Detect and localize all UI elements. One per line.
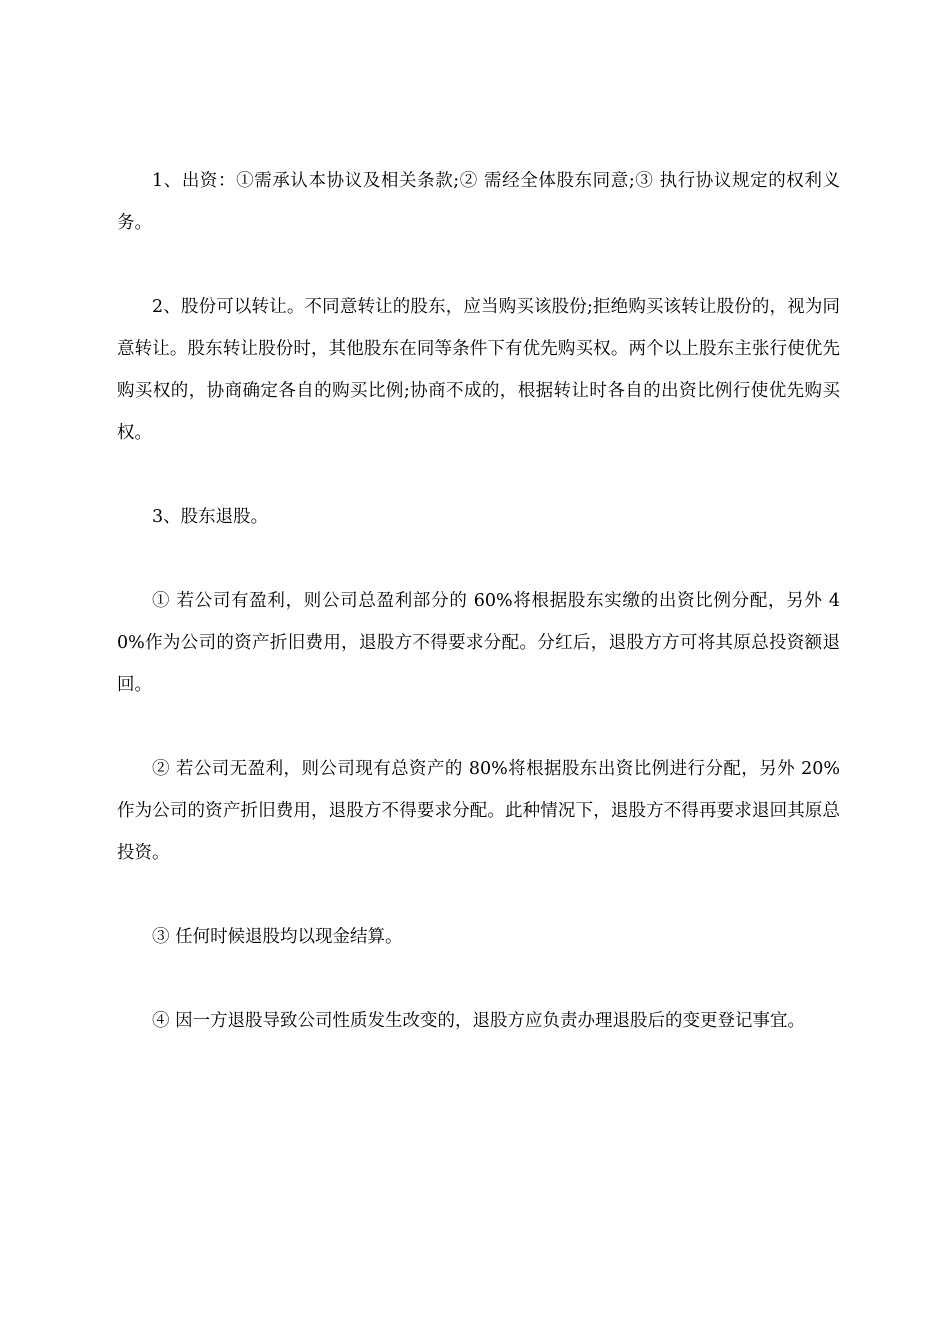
clause-withdrawal-heading: 3、股东退股。 (152, 507, 269, 527)
clause-capital-contribution: 1、出资：①需承认本协议及相关条款;② 需经全体股东同意;③ 执行协议规定的权利义务。 (117, 171, 840, 233)
clause-withdrawal-cash: ③ 任何时候退股均以现金结算。 (152, 927, 403, 947)
clause-withdrawal-registration: ④ 因一方退股导致公司性质发生改变的，退股方应负责办理退股后的变更登记事宜。 (152, 1011, 806, 1031)
clause-withdrawal-no-profit: ② 若公司无盈利，则公司现有总资产的 80%将根据股东出资比例进行分配，另外 20%作为公司的资产折旧费用，退股方不得要求分配。此种情况下，退股方不得再要求退回其原总投资。 (117, 759, 840, 863)
clause-withdrawal-profit: ① 若公司有盈利，则公司总盈利部分的 60%将根据股东实缴的出资比例分配，另外 40%作为公司的资产折旧费用，退股方不得要求分配。分红后，退股方方可将其原总投资额退回。 (117, 591, 840, 695)
clause-share-transfer: 2、股份可以转让。不同意转让的股东，应当购买该股份;拒绝购买该转让股份的，视为同意转让。股东转让股份时，其他股东在同等条件下有优先购买权。两个以上股东主张行使优先购买权的，协商确定各自的购买比例;协商不成的，根据转让时各自的出资比例行使优先购买权。 (117, 297, 840, 443)
